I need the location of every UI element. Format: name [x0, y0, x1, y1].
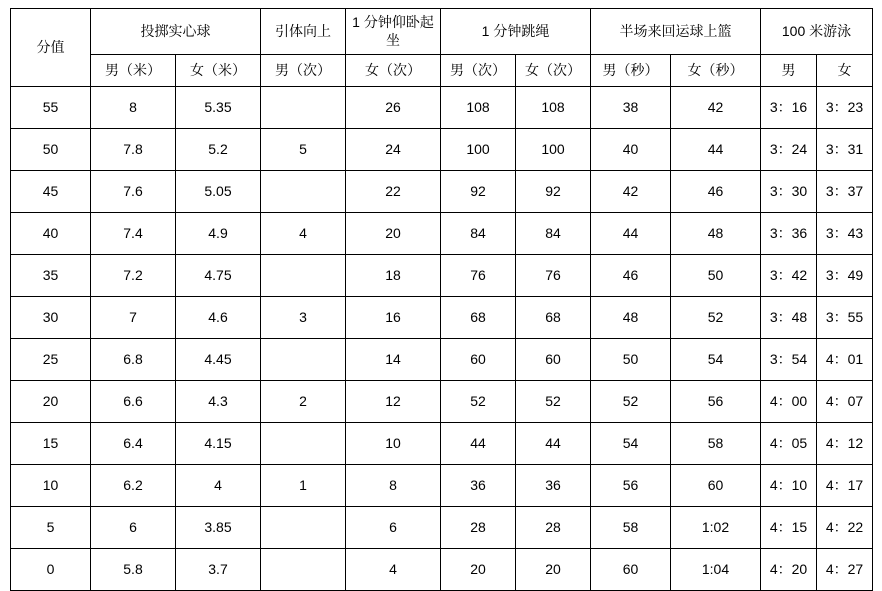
table-cell: 3.7 — [176, 549, 261, 591]
table-cell: 22 — [346, 171, 441, 213]
table-row — [11, 213, 873, 255]
table-cell: 4：27 — [817, 549, 873, 591]
table-cell: 50 — [591, 339, 671, 381]
table-cell: 100 — [441, 129, 516, 171]
table-cell: 52 — [591, 381, 671, 423]
table-cell — [261, 549, 346, 591]
header-swimming: 100 米游泳 — [761, 9, 873, 55]
table-cell: 4：10 — [761, 465, 817, 507]
table-cell: 3：31 — [817, 129, 873, 171]
table-cell: 24 — [346, 129, 441, 171]
subheader-shot-female: 女（米） — [176, 55, 261, 87]
table-row — [11, 381, 873, 423]
table-cell: 54 — [591, 423, 671, 465]
header-sit-up: 1 分钟仰卧起坐 — [346, 9, 441, 55]
table-cell: 44 — [671, 129, 761, 171]
table-cell: 4：01 — [817, 339, 873, 381]
table-cell: 52 — [441, 381, 516, 423]
table-cell: 36 — [441, 465, 516, 507]
table-cell: 54 — [671, 339, 761, 381]
table-cell: 7.6 — [91, 171, 176, 213]
table-cell: 76 — [516, 255, 591, 297]
header-pull-up: 引体向上 — [261, 9, 346, 55]
table-cell: 7.8 — [91, 129, 176, 171]
table-cell: 5.05 — [176, 171, 261, 213]
table-cell: 84 — [441, 213, 516, 255]
table-cell: 3：55 — [817, 297, 873, 339]
table-cell: 68 — [516, 297, 591, 339]
table-cell: 42 — [591, 171, 671, 213]
table-row — [11, 507, 873, 549]
subheader-situp-female: 女（次） — [346, 55, 441, 87]
table-row — [11, 465, 873, 507]
table-cell: 4：22 — [817, 507, 873, 549]
table-cell: 3：30 — [761, 171, 817, 213]
table-cell: 1:02 — [671, 507, 761, 549]
score-value-cell: 30 — [11, 297, 91, 339]
table-cell: 20 — [441, 549, 516, 591]
table-cell: 4：17 — [817, 465, 873, 507]
table-cell: 28 — [516, 507, 591, 549]
score-value-cell: 40 — [11, 213, 91, 255]
sports-score-standard-table — [10, 8, 873, 591]
score-value-cell: 0 — [11, 549, 91, 591]
score-value-cell: 50 — [11, 129, 91, 171]
table-row — [11, 171, 873, 213]
table-cell: 52 — [671, 297, 761, 339]
subheader-swim-male: 男 — [761, 55, 817, 87]
table-cell: 4：05 — [761, 423, 817, 465]
table-cell: 2 — [261, 381, 346, 423]
table-cell: 4 — [261, 213, 346, 255]
table-cell: 10 — [346, 423, 441, 465]
score-value-cell: 55 — [11, 87, 91, 129]
table-row — [11, 255, 873, 297]
table-cell — [261, 171, 346, 213]
table-cell: 58 — [591, 507, 671, 549]
table-cell: 14 — [346, 339, 441, 381]
table-cell: 38 — [591, 87, 671, 129]
header-row-top — [11, 9, 873, 55]
subheader-pullup-male: 男（次） — [261, 55, 346, 87]
table-cell: 7.4 — [91, 213, 176, 255]
table-cell: 6.4 — [91, 423, 176, 465]
table-cell: 58 — [671, 423, 761, 465]
table-cell: 100 — [516, 129, 591, 171]
score-value-cell: 35 — [11, 255, 91, 297]
table-cell: 7.2 — [91, 255, 176, 297]
header-shot-put: 投掷实心球 — [91, 9, 261, 55]
table-row — [11, 549, 873, 591]
table-cell — [261, 423, 346, 465]
table-cell: 84 — [516, 213, 591, 255]
table-cell: 5 — [261, 129, 346, 171]
table-cell: 4：20 — [761, 549, 817, 591]
table-cell: 5.35 — [176, 87, 261, 129]
table-cell: 4：00 — [761, 381, 817, 423]
table-cell: 3：23 — [817, 87, 873, 129]
table-cell: 8 — [346, 465, 441, 507]
table-cell: 76 — [441, 255, 516, 297]
header-rope-skipping: 1 分钟跳绳 — [441, 9, 591, 55]
subheader-basketball-female: 女（秒） — [671, 55, 761, 87]
subheader-rope-female: 女（次） — [516, 55, 591, 87]
table-cell: 36 — [516, 465, 591, 507]
table-cell: 40 — [591, 129, 671, 171]
table-cell: 56 — [671, 381, 761, 423]
score-value-cell: 10 — [11, 465, 91, 507]
table-cell: 6 — [91, 507, 176, 549]
table-cell: 92 — [441, 171, 516, 213]
table-cell: 3 — [261, 297, 346, 339]
table-cell: 52 — [516, 381, 591, 423]
score-value-cell: 20 — [11, 381, 91, 423]
table-row — [11, 297, 873, 339]
table-cell: 42 — [671, 87, 761, 129]
table-cell: 4.15 — [176, 423, 261, 465]
table-cell: 3：43 — [817, 213, 873, 255]
table-cell: 5.8 — [91, 549, 176, 591]
table-cell: 60 — [591, 549, 671, 591]
table-cell — [261, 339, 346, 381]
table-cell: 60 — [441, 339, 516, 381]
table-cell: 4：07 — [817, 381, 873, 423]
table-cell: 1 — [261, 465, 346, 507]
table-cell: 108 — [441, 87, 516, 129]
table-cell — [261, 255, 346, 297]
score-value-cell: 25 — [11, 339, 91, 381]
table-cell: 6.8 — [91, 339, 176, 381]
table-cell: 8 — [91, 87, 176, 129]
table-cell: 20 — [516, 549, 591, 591]
table-cell: 56 — [591, 465, 671, 507]
table-cell: 28 — [441, 507, 516, 549]
table-cell: 16 — [346, 297, 441, 339]
table-cell: 6.6 — [91, 381, 176, 423]
table-row — [11, 87, 873, 129]
table-cell: 3：24 — [761, 129, 817, 171]
table-cell: 4.75 — [176, 255, 261, 297]
table-cell: 60 — [516, 339, 591, 381]
header-score: 分值 — [11, 9, 91, 87]
score-value-cell: 5 — [11, 507, 91, 549]
table-cell: 44 — [516, 423, 591, 465]
table-cell: 92 — [516, 171, 591, 213]
subheader-basketball-male: 男（秒） — [591, 55, 671, 87]
table-cell: 108 — [516, 87, 591, 129]
table-cell: 26 — [346, 87, 441, 129]
table-cell: 6.2 — [91, 465, 176, 507]
table-cell: 48 — [591, 297, 671, 339]
table-cell — [261, 87, 346, 129]
subheader-rope-male: 男（次） — [441, 55, 516, 87]
table-cell: 4.45 — [176, 339, 261, 381]
table-cell: 50 — [671, 255, 761, 297]
header-row-sub — [11, 55, 873, 87]
table-cell: 4.6 — [176, 297, 261, 339]
table-cell: 1:04 — [671, 549, 761, 591]
table-cell: 68 — [441, 297, 516, 339]
score-value-cell: 15 — [11, 423, 91, 465]
table-cell: 4：12 — [817, 423, 873, 465]
table-header — [11, 9, 873, 87]
table-cell: 4.3 — [176, 381, 261, 423]
table-cell: 46 — [671, 171, 761, 213]
table-cell: 6 — [346, 507, 441, 549]
table-cell: 3：37 — [817, 171, 873, 213]
header-basketball: 半场来回运球上篮 — [591, 9, 761, 55]
table-cell: 7 — [91, 297, 176, 339]
table-cell: 3：16 — [761, 87, 817, 129]
table-cell: 18 — [346, 255, 441, 297]
table-cell: 3.85 — [176, 507, 261, 549]
table-cell: 5.2 — [176, 129, 261, 171]
table-row — [11, 423, 873, 465]
table-row — [11, 129, 873, 171]
table-cell: 4 — [346, 549, 441, 591]
table-cell: 3：48 — [761, 297, 817, 339]
score-value-cell: 45 — [11, 171, 91, 213]
table-cell: 4 — [176, 465, 261, 507]
table-cell: 20 — [346, 213, 441, 255]
table-cell: 3：54 — [761, 339, 817, 381]
table-row — [11, 339, 873, 381]
table-cell: 3：36 — [761, 213, 817, 255]
table-cell: 44 — [441, 423, 516, 465]
table-cell: 46 — [591, 255, 671, 297]
table-cell: 4.9 — [176, 213, 261, 255]
subheader-swim-female: 女 — [817, 55, 873, 87]
subheader-shot-male: 男（米） — [91, 55, 176, 87]
table-cell: 12 — [346, 381, 441, 423]
table-body — [11, 87, 873, 591]
table-cell: 48 — [671, 213, 761, 255]
table-cell: 4：15 — [761, 507, 817, 549]
table-cell: 3：42 — [761, 255, 817, 297]
table-cell: 60 — [671, 465, 761, 507]
table-cell: 3：49 — [817, 255, 873, 297]
table-cell — [261, 507, 346, 549]
table-cell: 44 — [591, 213, 671, 255]
